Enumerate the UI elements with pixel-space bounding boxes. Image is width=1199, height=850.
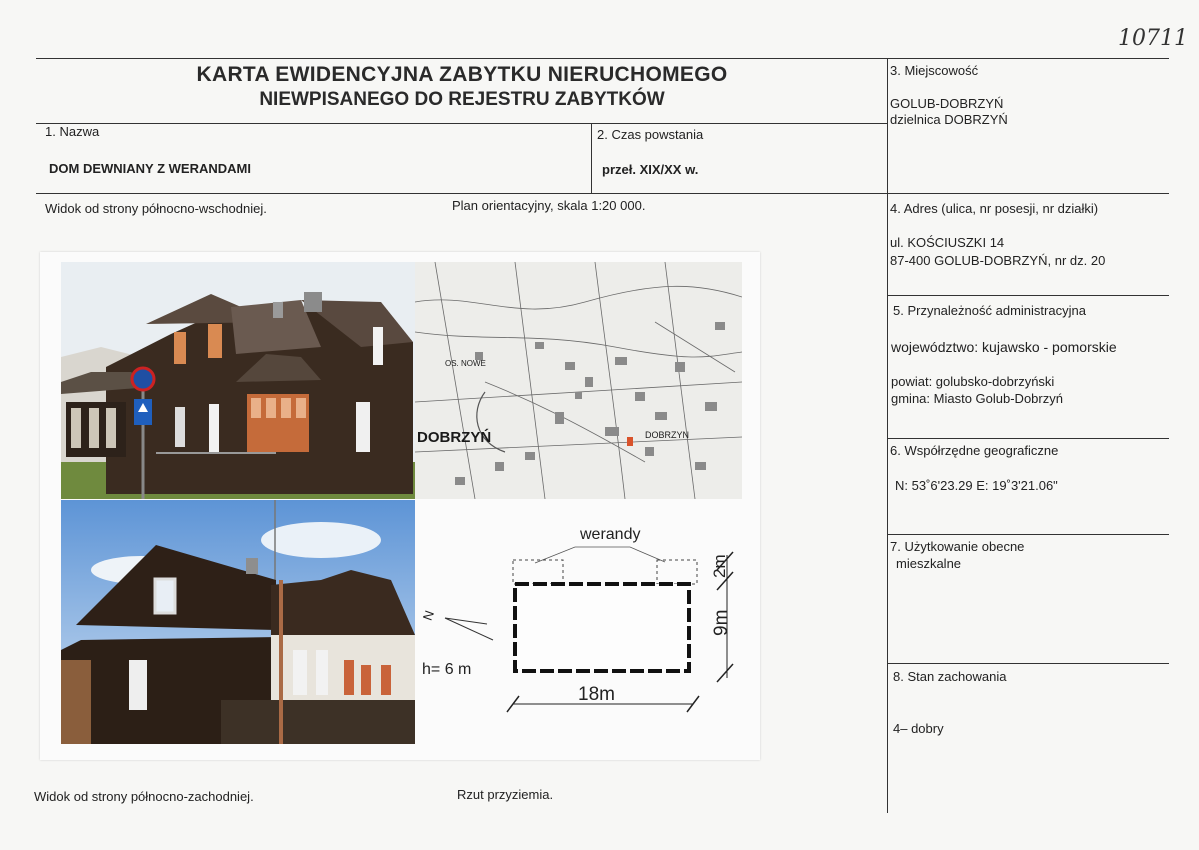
right-column-divider [887,58,888,813]
caption-plan: Plan orientacyjny, skala 1:20 000. [452,198,646,213]
photo-north-west-view [61,500,415,744]
floor-plan-drawing [415,500,760,744]
photo-north-east-view [61,262,415,499]
map-label-dobrzyn: DOBRZYŃ [417,429,492,446]
page-subtitle: NIEWPISANEGO DO REJESTRU ZABYTKÓW [259,89,665,110]
miejscowosc-line1: GOLUB-DOBRZYŃ [890,96,1004,111]
page-title: KARTA EWIDENCYJNA ZABYTKU NIERUCHOMEGO [196,63,728,86]
section-rule-8 [887,663,1169,664]
section-rule-6 [887,438,1169,439]
wspolrzedne-label: 6. Współrzędne geograficzne [890,443,1059,458]
depth-dimension: 9m [711,609,732,636]
adres-label: 4. Adres (ulica, nr posesji, nr działki) [890,201,1099,216]
caption-rzut: Rzut przyziemia. [457,787,554,802]
section-rule-7 [887,534,1169,535]
przynaleznosc-label: 5. Przynależność administracyjna [893,303,1086,318]
name-rule [36,193,1169,194]
name-divider [591,123,592,193]
wojewodztwo-value: województwo: kujawsko - pomorskie [891,339,1117,355]
miejscowosc-line2: dzielnica DOBRZYŃ [890,112,1008,127]
stan-value: 4– dobry [893,721,944,736]
stan-label: 8. Stan zachowania [893,669,1007,684]
section-rule-5 [887,295,1169,296]
wspolrzedne-value: N: 53˚6'23.29 E: 19˚3'21.06" [895,478,1058,493]
caption-view-nw: Widok od strony północno-zachodniej. [34,789,254,804]
archive-number: 10711 [1118,26,1188,51]
miejscowosc-label: 3. Miejscowość [890,63,979,78]
nazwa-label: 1. Nazwa [45,124,100,139]
adres-line2: 87-400 GOLUB-DOBRZYŃ, nr dz. 20 [890,253,1106,268]
width-dimension: 18m [578,684,615,705]
gmina-value: gmina: Miasto Golub-Dobrzyń [891,391,1063,406]
uzytkowanie-label: 7. Użytkowanie obecne [890,539,1025,554]
map-label-os-nowe: OS. NOWE [445,359,486,368]
veranda-depth-dimension: 2m [710,554,729,578]
nazwa-value: DOM DEWNIANY Z WERANDAMI [49,161,251,176]
werandy-label: werandy [580,526,641,543]
czas-label: 2. Czas powstania [597,127,704,142]
title-rule [36,123,888,124]
caption-view-ne: Widok od strony północno-wschodniej. [45,201,267,216]
orientation-map [415,262,742,499]
powiat-value: powiat: golubsko-dobrzyński [891,374,1055,389]
map-label-dobrzyn-small: DOBRZYN [645,430,690,440]
north-label: N [419,608,438,623]
top-rule [36,58,1169,59]
czas-value: przeł. XIX/XX w. [602,162,699,177]
height-label: h= 6 m [422,661,472,678]
adres-line1: ul. KOŚCIUSZKI 14 [890,235,1005,250]
north-arrow-icon [420,608,493,640]
uzytkowanie-value: mieszkalne [896,556,962,571]
